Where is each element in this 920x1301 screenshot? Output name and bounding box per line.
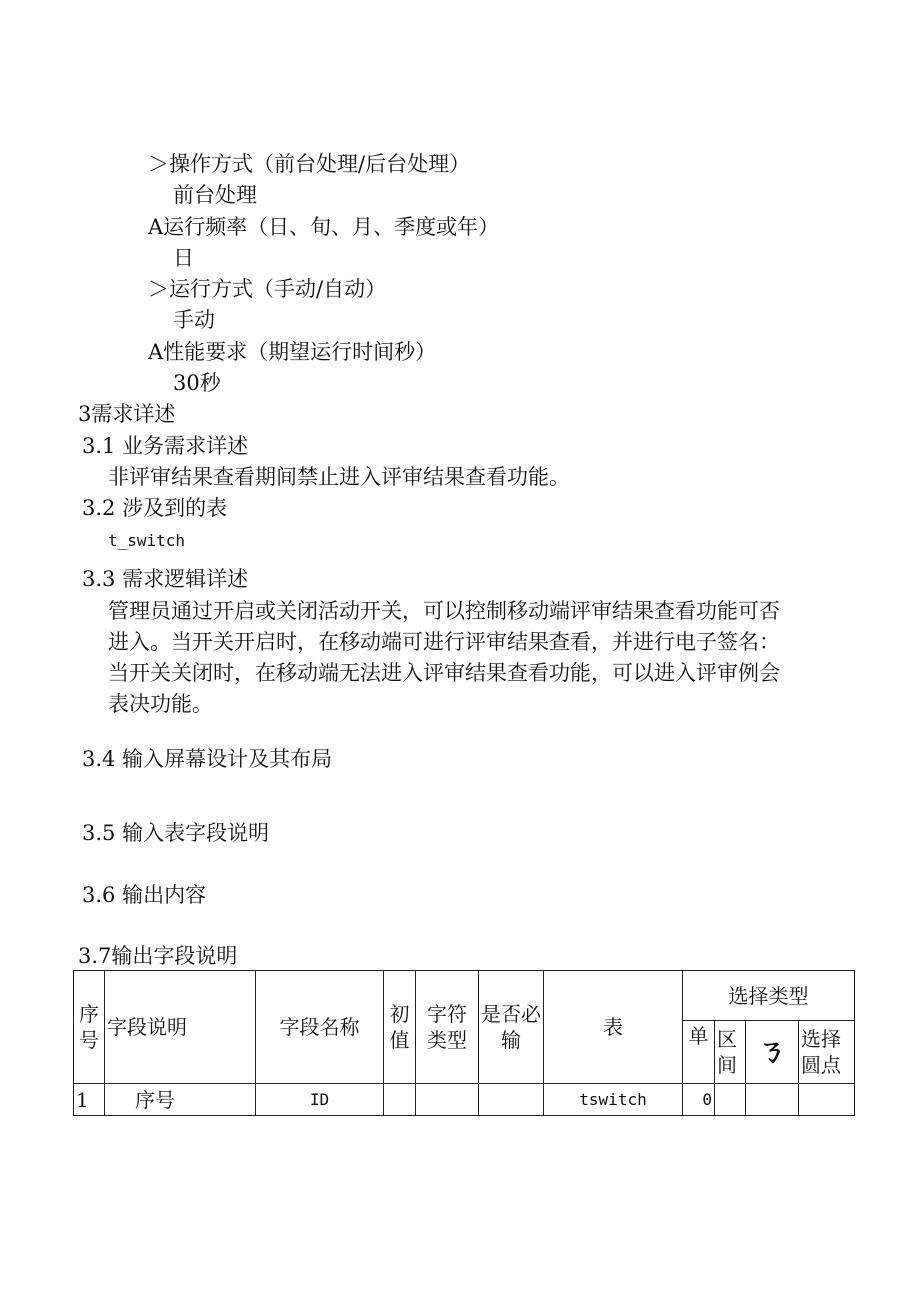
header-seq: 序号 [74, 971, 105, 1084]
item-marker: A [148, 215, 164, 239]
section-heading: 3需求详述 [78, 402, 176, 426]
item-run-frequency [148, 213, 499, 241]
body-line: 当开关关闭时，在移动端无法进入评审结果查看功能，可以进入评审例会 [108, 661, 780, 685]
subsection-3-3-title: 3.3 需求逻辑详述 [82, 567, 249, 591]
item-label: 运行方式（手动/自动） [169, 277, 387, 301]
body-line: 管理员通过开启或关闭活动开关，可以控制移动端评审结果查看功能可否 [108, 599, 780, 623]
item-marker: ＞ [148, 277, 169, 301]
cell-glyph [746, 1084, 799, 1116]
header-single: 单 [683, 1021, 715, 1084]
item-value: 30秒 [173, 371, 221, 395]
subsection-3-2-title: 3.2 涉及到的表 [82, 496, 228, 520]
cell-name: ID [256, 1084, 384, 1116]
item-operation-mode [148, 150, 470, 178]
header-type: 字符类型 [416, 971, 479, 1084]
subsection-3-4-title: 3.4 输入屏幕设计及其布局 [82, 747, 333, 771]
cell-single: 0 [683, 1084, 715, 1116]
cell-required [479, 1084, 544, 1116]
cell-seq: 1 [74, 1084, 105, 1116]
header-row [74, 971, 855, 1021]
header-desc: 字段说明 [105, 971, 256, 1084]
item-marker: ＞ [148, 152, 169, 176]
cell-range [715, 1084, 746, 1116]
header-glyph: ㄋ [746, 1021, 799, 1084]
subsection-3-2-table-name: t_switch [108, 531, 186, 550]
item-value: 前台处理 [173, 183, 257, 207]
item-label: 性能要求（期望运行时间秒） [163, 340, 437, 364]
subsection-3-3-body [108, 596, 868, 720]
item-marker: A [148, 340, 164, 364]
subsection-3-5-title: 3.5 输入表字段说明 [82, 821, 270, 845]
subsection-3-6-title: 3.6 输出内容 [82, 883, 207, 907]
header-table: 表 [544, 971, 683, 1084]
header-radio: 选择圆点 [799, 1021, 855, 1084]
body-line: 进入。当开关开启时，在移动端可进行评审结果查看，并进行电子签名： [108, 630, 780, 654]
item-performance [148, 338, 436, 366]
body-line: 表决功能。 [108, 692, 213, 716]
item-value: 日 [173, 246, 194, 270]
cell-desc: 序号 [105, 1084, 256, 1116]
header-name: 字段名称 [256, 971, 384, 1084]
table-row [74, 1084, 855, 1116]
header-select-type: 选择类型 [683, 971, 855, 1021]
subsection-3-7-title: 3.7输出字段说明 [78, 944, 238, 968]
subsection-3-1-text: 非评审结果查看期间禁止进入评审结果查看功能。 [108, 465, 570, 489]
item-run-mode [148, 275, 386, 303]
cell-init [384, 1084, 416, 1116]
header-init: 初值 [384, 971, 416, 1084]
cell-table: tswitch [544, 1084, 683, 1116]
item-label: 操作方式（前台处理/后台处理） [169, 152, 471, 176]
item-value: 手动 [173, 308, 215, 332]
header-range: 区间 [715, 1021, 746, 1084]
item-label: 运行频率（日、旬、月、季度或年） [163, 215, 500, 239]
subsection-3-1-title: 3.1 业务需求详述 [82, 434, 249, 458]
cell-type [416, 1084, 479, 1116]
cell-radio [799, 1084, 855, 1116]
output-fields-table [73, 970, 855, 1116]
header-required: 是否必输 [479, 971, 544, 1084]
